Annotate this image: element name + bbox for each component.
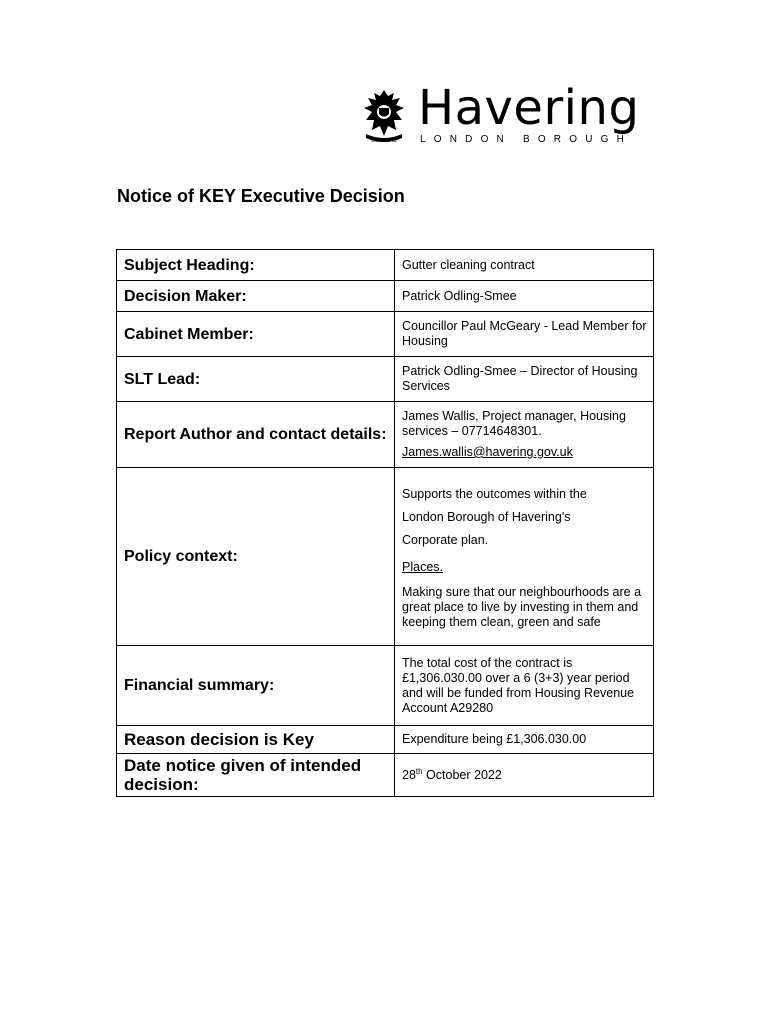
logo-wordmark: Havering xyxy=(418,80,640,136)
table-row xyxy=(117,726,654,754)
row-label-financial-summary: Financial summary: xyxy=(117,646,395,726)
havering-logo xyxy=(358,80,640,152)
row-label-subject: Subject Heading: xyxy=(117,250,395,281)
table-row xyxy=(117,357,654,402)
report-author-details: James Wallis, Project manager, Housing services – 07714648301. xyxy=(402,409,626,438)
table-row xyxy=(117,468,654,646)
notice-table xyxy=(116,249,654,797)
row-label-date-notice: Date notice given of intended decision: xyxy=(117,754,395,797)
logo-subbrand: LONDON BOROUGH xyxy=(420,134,633,145)
row-label-cabinet-member: Cabinet Member: xyxy=(117,312,395,357)
date-day: 28 xyxy=(402,767,416,782)
row-value-decision-maker: Patrick Odling-Smee xyxy=(395,281,654,312)
table-row xyxy=(117,646,654,726)
row-value-financial-summary: The total cost of the contract is £1,306.030.00 over a 6 (3+3) year period and will be funded from Housing Revenue Account A29280 xyxy=(395,646,654,726)
row-value-subject: Gutter cleaning contract xyxy=(395,250,654,281)
row-label-decision-maker: Decision Maker: xyxy=(117,281,395,312)
crest-motto: LIBERTAS xyxy=(371,138,397,144)
date-rest: October 2022 xyxy=(422,767,502,782)
table-row xyxy=(117,754,654,797)
row-value-slt-lead: Patrick Odling-Smee – Director of Housing Services xyxy=(395,357,654,402)
row-label-report-author: Report Author and contact details: xyxy=(117,402,395,468)
row-value-reason: Expenditure being £1,306.030.00 xyxy=(395,726,654,754)
table-row xyxy=(117,402,654,468)
row-value-policy-context xyxy=(395,468,654,646)
policy-detail: Making sure that our neighbourhoods are a great place to live by investing in them and keeping them clean, green and safe xyxy=(402,585,642,629)
date-suffix: th xyxy=(415,766,423,776)
row-label-reason: Reason decision is Key xyxy=(117,726,395,754)
table-row xyxy=(117,250,654,281)
policy-line-1: Supports the outcomes within the xyxy=(402,487,587,501)
report-author-email-link[interactable]: James.wallis@havering.gov.uk xyxy=(402,445,573,459)
row-label-policy-context: Policy context: xyxy=(117,468,395,646)
table-row xyxy=(117,312,654,357)
policy-line-3: Corporate plan. xyxy=(402,533,489,547)
table-row xyxy=(117,281,654,312)
page-title: Notice of KEY Executive Decision xyxy=(117,186,405,206)
row-value-cabinet-member: Councillor Paul McGeary - Lead Member for Housing xyxy=(395,312,654,357)
row-value-report-author xyxy=(395,402,654,468)
row-label-slt-lead: SLT Lead: xyxy=(117,357,395,402)
row-value-date-notice xyxy=(395,754,654,797)
policy-places: Places. xyxy=(402,560,443,574)
policy-line-2: London Borough of Havering's xyxy=(402,510,571,524)
